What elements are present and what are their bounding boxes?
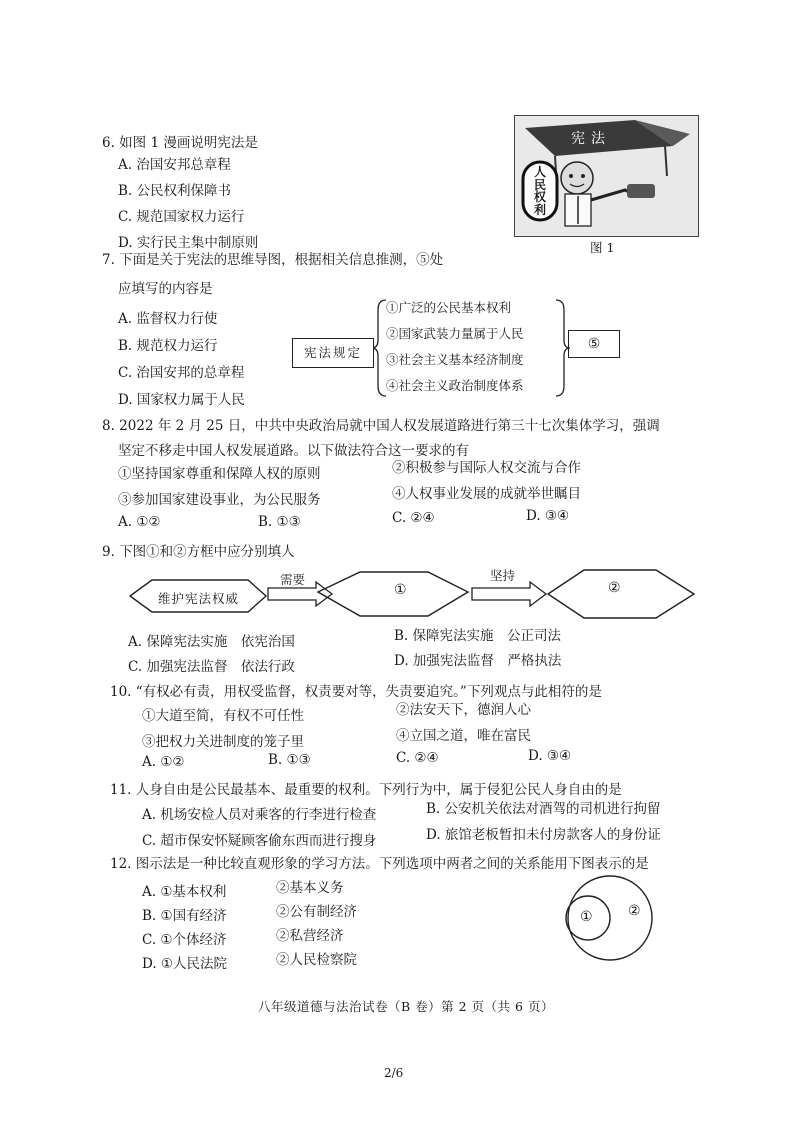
mindmap-result-text: ⑤ bbox=[587, 336, 601, 352]
q6-option-c: C. 规范国家权力运行 bbox=[118, 209, 245, 225]
q7-option-a: A. 监督权力行使 bbox=[118, 311, 218, 327]
q12-stem: 12. 图示法是一种比较直观形象的学习方法。下列选项中两者之间的关系能用下图表示的是 bbox=[110, 856, 649, 872]
q12-option-c-2: ②私营经济 bbox=[276, 928, 344, 944]
q10-option-a: A. ①② bbox=[142, 754, 185, 770]
q9-option-d: D. 加强宪法监督 严格执法 bbox=[394, 653, 562, 669]
mindmap-root-text: 宪法规定 bbox=[303, 345, 362, 360]
q10-item-2: ②法安天下，德润人心 bbox=[396, 702, 531, 718]
q6-option-d: D. 实行民主集中制原则 bbox=[118, 235, 259, 251]
q9-option-c: C. 加强宪法监督 依法行政 bbox=[128, 659, 295, 675]
q6-option-b: B. 公民权利保障书 bbox=[118, 183, 232, 199]
q7-stem-line2: 应填写的内容是 bbox=[118, 281, 213, 297]
q9-stem: 9. 下图①和②方框中应分别填人 bbox=[102, 544, 295, 560]
mindmap-item-2: ②国家武装力量属于人民 bbox=[386, 326, 524, 341]
q6-stem: 6. 如图 1 漫画说明宪法是 bbox=[102, 135, 258, 151]
q12-option-a-2: ②基本义务 bbox=[276, 880, 344, 896]
q11-option-c: C. 超市保安怀疑顾客偷东西而进行搜身 bbox=[142, 833, 377, 849]
flow-box1-text: ① bbox=[394, 582, 407, 598]
q8-item-1: ①坚持国家尊重和保障人权的原则 bbox=[118, 466, 321, 482]
q12-option-a-1: A. ①基本权利 bbox=[142, 884, 227, 900]
q11-stem: 11. 人身自由是公民最基本、最重要的权利。下列行为中，属于侵犯公民人身自由的是 bbox=[110, 782, 622, 798]
q10-option-d: D. ③④ bbox=[528, 748, 572, 764]
q8-stem-line1: 8. 2022 年 2 月 25 日，中共中央政治局就中国人权发展道路进行第三十七次集体学习，强调 bbox=[102, 418, 660, 434]
mindmap-root-box bbox=[292, 338, 374, 368]
mindmap-item-4: ④社会主义政治制度体系 bbox=[386, 378, 524, 393]
q10-item-4: ④立国之道，唯在富民 bbox=[396, 728, 531, 744]
q7-stem-line1: 7. 下面是关于宪法的思维导图，根据相关信息推测，⑤处 bbox=[102, 252, 444, 268]
q12-option-d-2: ②人民检察院 bbox=[276, 952, 357, 968]
q6-option-a: A. 治国安邦总章程 bbox=[118, 157, 231, 173]
venn-inner-label: ① bbox=[580, 909, 593, 925]
q8-option-d: D. ③④ bbox=[526, 508, 570, 524]
figure1-caption: 图 1 bbox=[590, 240, 615, 255]
page-footer: 八年级道德与法治试卷（B 卷）第 2 页（共 6 页） bbox=[258, 999, 554, 1014]
q7-option-c: C. 治国安邦的总章程 bbox=[118, 365, 245, 381]
q12-option-b-1: B. ①国有经济 bbox=[142, 908, 227, 924]
mindmap-result-box bbox=[568, 330, 620, 358]
q11-option-a: A. 机场安检人员对乘客的行李进行检查 bbox=[142, 807, 377, 823]
q9-option-b: B. 保障宪法实施 公正司法 bbox=[394, 628, 562, 644]
flow-start-text: 维护宪法权威 bbox=[158, 591, 240, 606]
q8-option-a: A. ①② bbox=[118, 514, 161, 530]
mindmap-item-3: ③社会主义基本经济制度 bbox=[386, 352, 524, 367]
q10-option-b: B. ①③ bbox=[268, 752, 311, 768]
cartoon-badge-text: 人民权利 bbox=[533, 165, 546, 217]
q7-option-d: D. 国家权力属于人民 bbox=[118, 392, 245, 408]
q12-option-d-1: D. ①人民法院 bbox=[142, 956, 228, 972]
constitution-cartoon bbox=[514, 115, 699, 237]
flow-arrow1-label: 需要 bbox=[280, 572, 306, 587]
q12-option-b-2: ②公有制经济 bbox=[276, 904, 357, 920]
q10-item-1: ①大道至简，有权不可任性 bbox=[142, 708, 304, 724]
q7-option-b: B. 规范权力运行 bbox=[118, 338, 218, 354]
q8-item-4: ④人权事业发展的成就举世瞩目 bbox=[392, 486, 581, 502]
q10-option-c: C. ②④ bbox=[396, 750, 439, 766]
venn-outer-label: ② bbox=[628, 903, 641, 919]
q9-option-a: A. 保障宪法实施 依宪治国 bbox=[128, 634, 295, 650]
mindmap-item-1: ①广泛的公民基本权利 bbox=[386, 300, 512, 315]
q12-option-c-1: C. ①个体经济 bbox=[142, 932, 227, 948]
q10-stem: 10. “有权必有责，用权受监督，权责要对等，失责要追究。”下列观点与此相符的是 bbox=[110, 684, 602, 700]
q10-item-3: ③把权力关进制度的笼子里 bbox=[142, 734, 304, 750]
q8-stem-line2: 坚定不移走中国人权发展道路。以下做法符合这一要求的有 bbox=[118, 443, 469, 459]
cartoon-sign-text: 宪法 bbox=[571, 131, 611, 147]
q11-option-b: B. 公安机关依法对酒驾的司机进行拘留 bbox=[426, 801, 661, 817]
q11-option-d: D. 旅馆老板暂扣未付房款客人的身份证 bbox=[426, 827, 661, 843]
flow-arrow2-label: 坚持 bbox=[490, 568, 516, 583]
flow-box2-text: ② bbox=[608, 580, 621, 596]
q12-venn-diagram bbox=[550, 872, 666, 964]
page-number: 2/6 bbox=[384, 1066, 404, 1080]
q8-item-2: ②积极参与国际人权交流与合作 bbox=[392, 460, 581, 476]
q8-option-c: C. ②④ bbox=[392, 510, 435, 526]
q8-item-3: ③参加国家建设事业，为公民服务 bbox=[118, 492, 321, 508]
q8-option-b: B. ①③ bbox=[258, 514, 301, 530]
